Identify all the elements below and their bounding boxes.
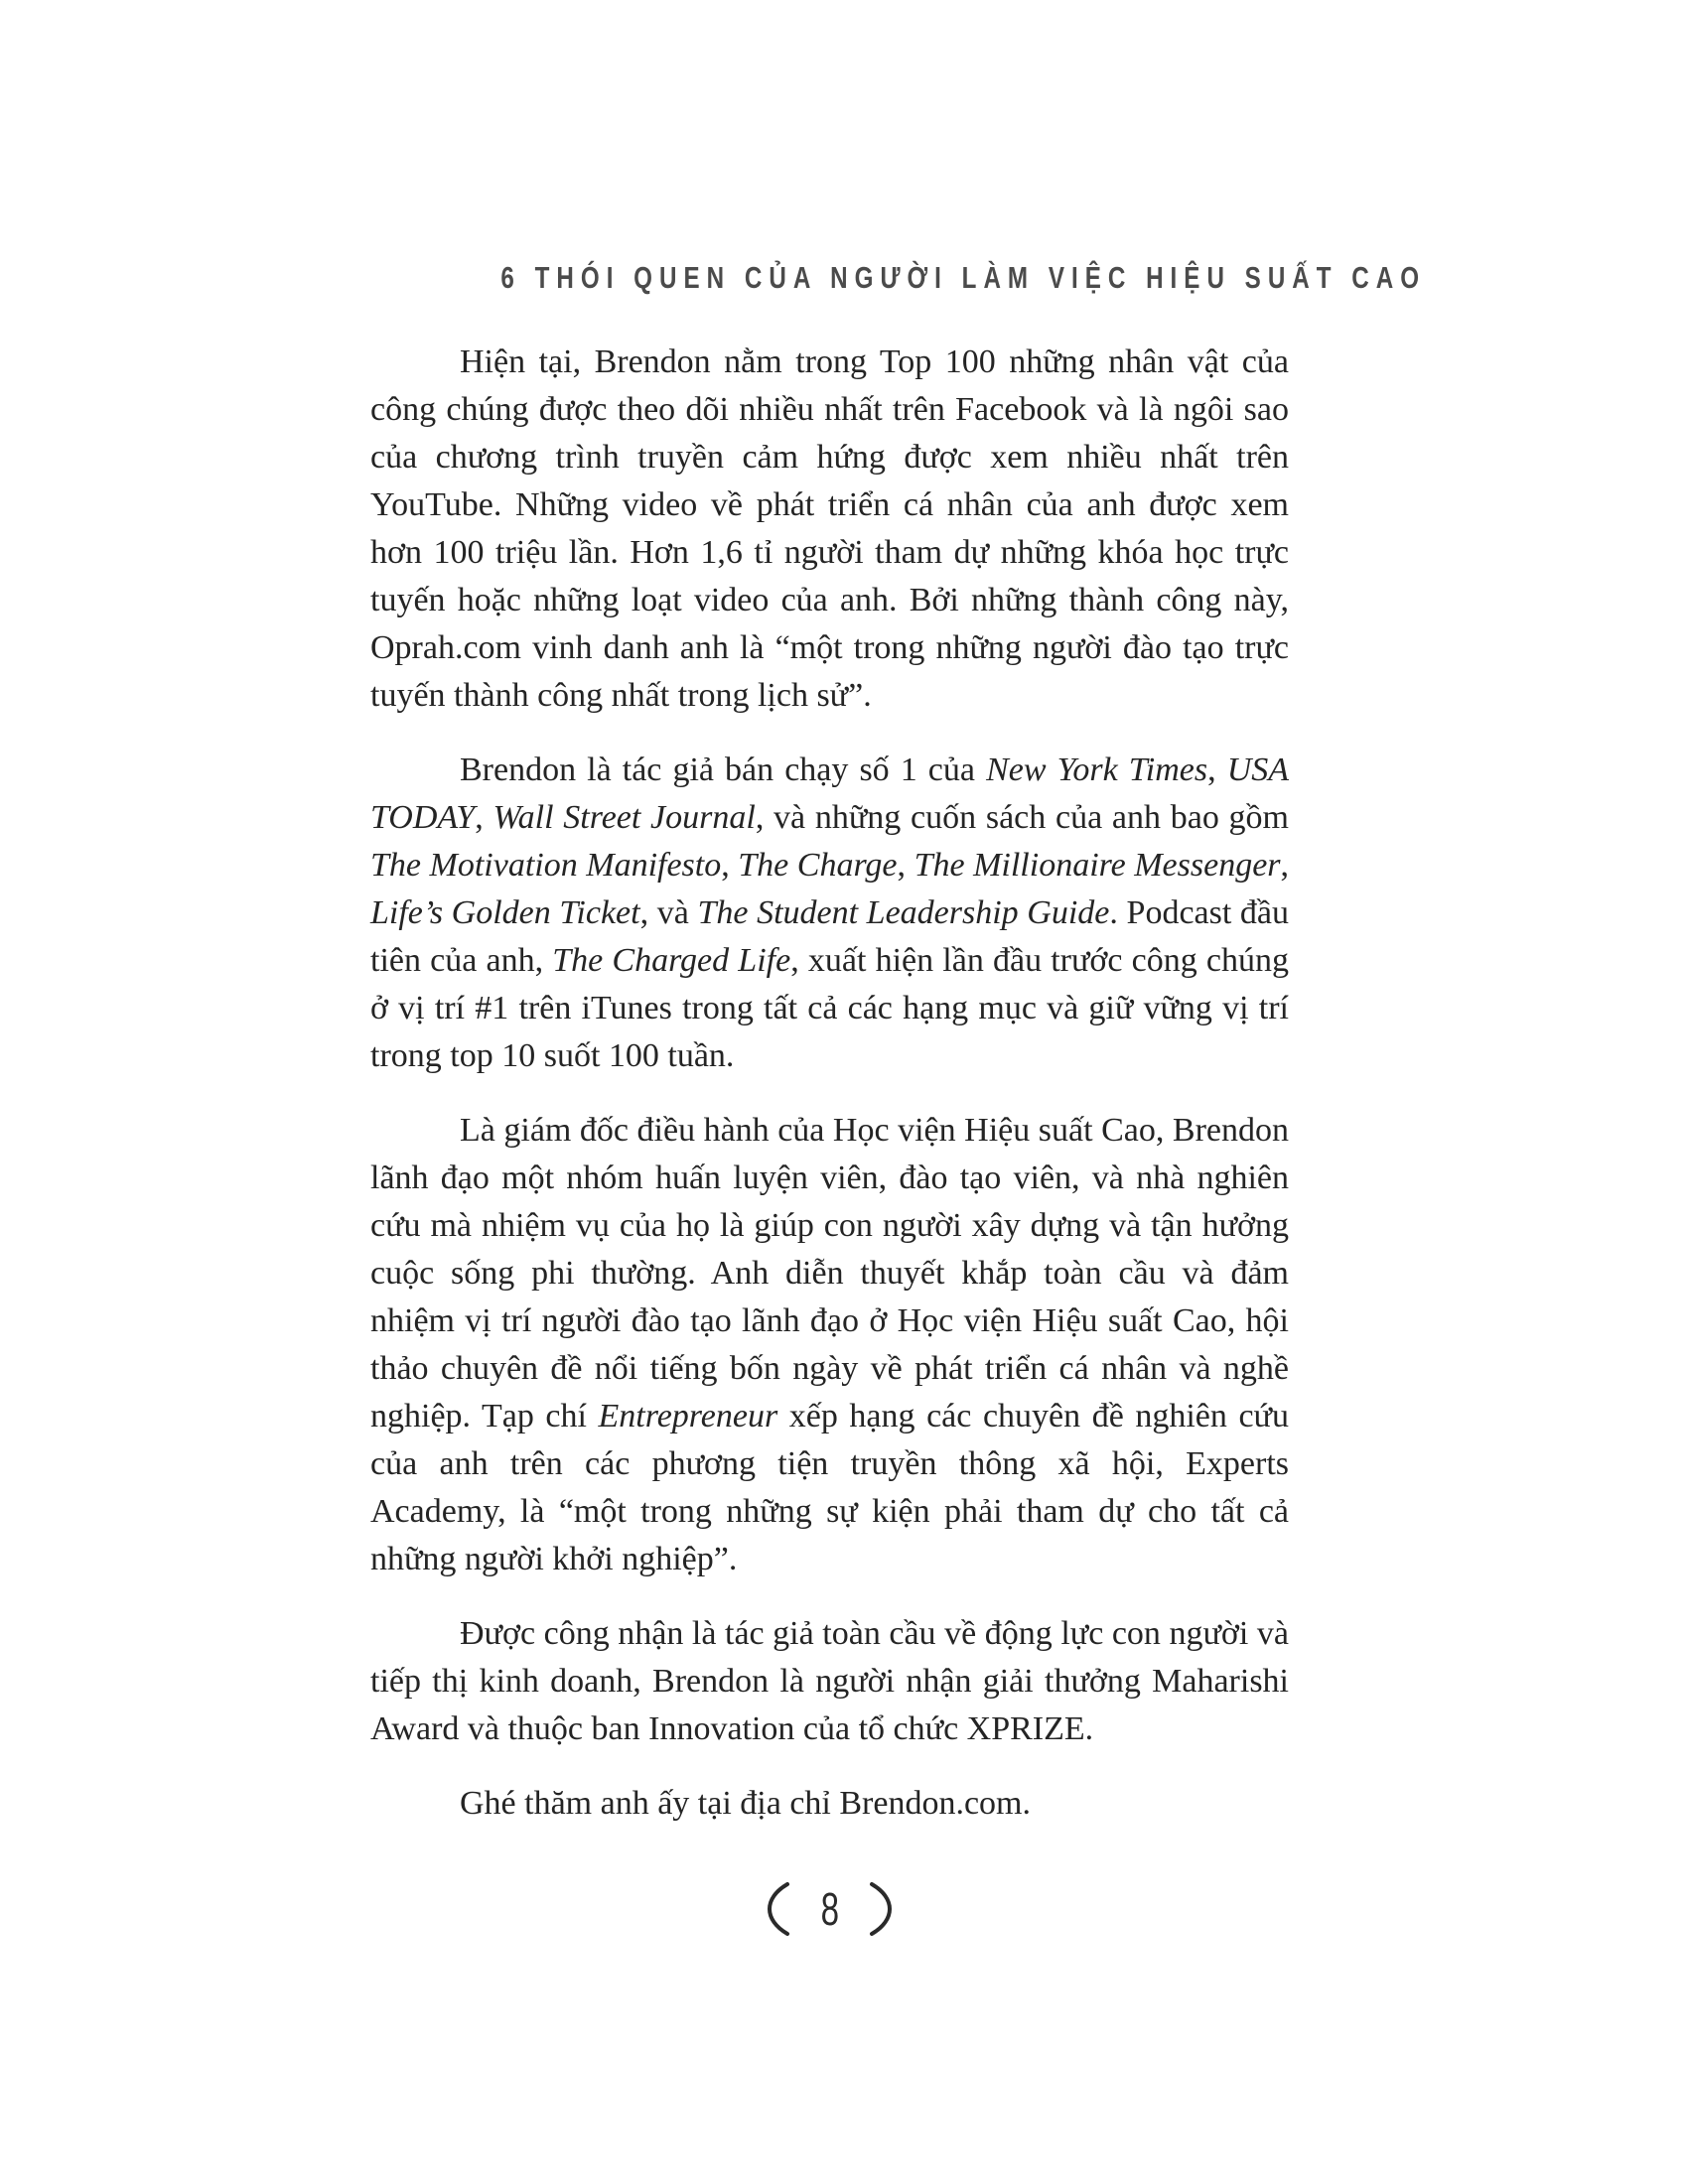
book-title-italic: The Charge: [738, 847, 898, 884]
book-title-italic: USA TODAY: [370, 751, 1290, 836]
right-arc-icon: [868, 1880, 902, 1938]
text-run: Là giám đốc điều hành của Học viện Hiệu suất Cao, Brendon lãnh đạo một nhóm huấn luyện viên, đào tạo viên, và nhà nghiên cứu mà nhiệm vụ của họ là giúp con người xây dựng và tận hưởng cuộc sống phi thường. Anh diễn thuyết khắp toàn cầu và đảm nhiệm vị trí người đào tạo lãnh đạo ở Học viện Hiệu suất Cao, hội thảo chuyên đề nổi tiếng bốn ngày về phát triển cá nhân và nghề nghiệp. Tạp chí: [370, 1112, 1289, 1434]
paragraph: [370, 1780, 1289, 1828]
text-run: Brendon là tác giả bán chạy số 1 của: [460, 751, 987, 788]
text-run: Hiện tại, Brendon nằm trong Top 100 những nhân vật của công chúng được theo dõi nhiều nhất trên Facebook và là ngôi sao của chương trình truyền cảm hứng được xem nhiều nhất trên YouTube. Những video về phát triển cá nhân của anh được xem hơn 100 triệu lần. Hơn 1,6 tỉ người tham dự những khóa học trực tuyến hoặc những loạt video của anh. Bởi những thành công này, Oprah.com vinh danh anh là “một trong những người đào tạo trực tuyến thành công nhất trong lịch sử”.: [370, 343, 1289, 714]
book-title-italic: The Charged Life: [552, 942, 791, 979]
book-title-italic: Life’s Golden Ticket: [370, 894, 640, 931]
body-paragraphs: [370, 339, 1289, 1828]
text-run: ,: [1207, 751, 1227, 788]
text-run: ,: [897, 847, 914, 884]
book-title-italic: New York Times: [986, 751, 1208, 788]
text-run: ,: [475, 799, 493, 836]
book-title-italic: The Millionaire Messenger: [914, 847, 1281, 884]
text-run: , và những cuốn sách của anh bao gồm: [755, 799, 1290, 836]
running-header: [370, 260, 1427, 296]
text-run: xếp hạng các chuyên đề nghiên cứu của anh trên các phương tiện truyền thông xã hội, Experts Academy, là “một trong những sự kiện phải tham dự cho tất cả những người khởi nghiệp”.: [370, 1398, 1289, 1577]
paragraph: [370, 1107, 1289, 1583]
left-arc-icon: [758, 1880, 791, 1938]
text-run: ,: [1280, 847, 1290, 884]
page-number: 8: [820, 1883, 839, 1935]
page-number-ornament: [370, 1880, 1289, 1938]
text-run: . Podcast đầu tiên của anh,: [370, 894, 1290, 979]
running-header-title: 6 THÓI QUEN CỦA NGƯỜI LÀM VIỆC HIỆU SUẤT CAO: [500, 260, 1427, 295]
text-run: , xuất hiện lần đầu trước công chúng ở vị trí #1 trên iTunes trong tất cả các hạng mục và giữ vững vị trí trong top 10 suốt 100 tuần.: [370, 942, 1289, 1074]
text-run: , và: [639, 894, 698, 931]
paragraph: [370, 339, 1289, 720]
book-title-italic: Wall Street Journal: [492, 799, 756, 836]
text-run: Được công nhận là tác giả toàn cầu về động lực con người và tiếp thị kinh doanh, Brendon là người nhận giải thưởng Maharishi Award và thuộc ban Innovation của tổ chức XPRIZE.: [370, 1615, 1289, 1747]
book-title-italic: Entrepreneur: [598, 1398, 778, 1434]
text-run: ,: [721, 847, 739, 884]
paragraph: [370, 1610, 1289, 1753]
text-run: Ghé thăm anh ấy tại địa chỉ Brendon.com.: [460, 1785, 1031, 1822]
book-title-italic: The Student Leadership Guide: [697, 894, 1110, 931]
paragraph: [370, 747, 1289, 1080]
book-title-italic: The Motivation Manifesto: [370, 847, 722, 884]
